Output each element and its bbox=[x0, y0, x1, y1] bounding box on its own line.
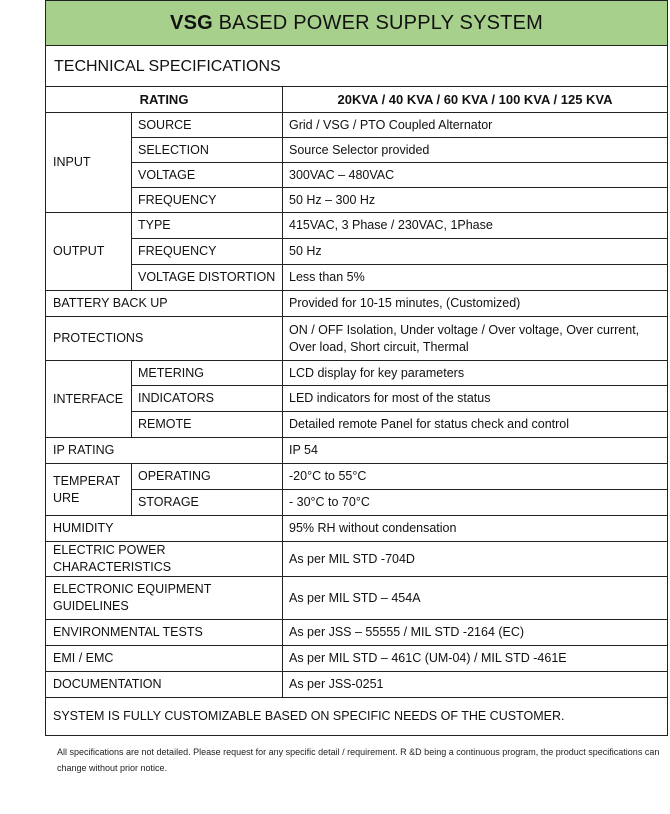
param-cell: METERING bbox=[132, 361, 283, 386]
environmental-label: ENVIRONMENTAL TESTS bbox=[46, 620, 283, 646]
table-row bbox=[46, 490, 668, 516]
table-row bbox=[46, 577, 668, 620]
title-bold: VSG bbox=[170, 11, 213, 34]
table-row bbox=[46, 620, 668, 646]
param-cell: OPERATING bbox=[132, 464, 283, 490]
table-row bbox=[46, 386, 668, 412]
humidity-label: HUMIDITY bbox=[46, 516, 283, 542]
customizable-footer: SYSTEM IS FULLY CUSTOMIZABLE BASED ON SPECIFIC NEEDS OF THE CUSTOMER. bbox=[46, 698, 668, 736]
protections-label: PROTECTIONS bbox=[46, 317, 283, 361]
ratings-value: 20KVA / 40 KVA / 60 KVA / 100 KVA / 125 KVA bbox=[283, 87, 668, 113]
value-cell: Detailed remote Panel for status check and control bbox=[283, 412, 668, 438]
table-row bbox=[46, 113, 668, 138]
emi-value: As per MIL STD – 461C (UM-04) / MIL STD -461E bbox=[283, 646, 668, 672]
param-cell: VOLTAGE bbox=[132, 163, 283, 188]
param-cell: TYPE bbox=[132, 213, 283, 239]
battery-value: Provided for 10-15 minutes, (Customized) bbox=[283, 291, 668, 317]
environmental-value: As per JSS – 55555 / MIL STD -2164 (EC) bbox=[283, 620, 668, 646]
param-cell: REMOTE bbox=[132, 412, 283, 438]
footer-row bbox=[46, 698, 668, 736]
param-cell: FREQUENCY bbox=[132, 239, 283, 265]
emi-label: EMI / EMC bbox=[46, 646, 283, 672]
param-cell: SOURCE bbox=[132, 113, 283, 138]
value-cell: LCD display for key parameters bbox=[283, 361, 668, 386]
electronic-equipment-label: ELECTRONIC EQUIPMENT GUIDELINES bbox=[46, 577, 283, 620]
spec-table bbox=[45, 0, 668, 736]
value-cell: Less than 5% bbox=[283, 265, 668, 291]
table-row bbox=[46, 163, 668, 188]
value-cell: LED indicators for most of the status bbox=[283, 386, 668, 412]
output-group-label: OUTPUT bbox=[46, 213, 132, 291]
table-row bbox=[46, 646, 668, 672]
table-row bbox=[46, 317, 668, 361]
electric-power-value: As per MIL STD -704D bbox=[283, 542, 668, 577]
documentation-value: As per JSS-0251 bbox=[283, 672, 668, 698]
rating-header: RATING bbox=[46, 87, 283, 113]
param-cell: FREQUENCY bbox=[132, 188, 283, 213]
table-row bbox=[46, 412, 668, 438]
subtitle-row bbox=[46, 46, 668, 87]
table-row bbox=[46, 361, 668, 386]
humidity-value: 95% RH without condensation bbox=[283, 516, 668, 542]
electronic-equipment-value: As per MIL STD – 454A bbox=[283, 577, 668, 620]
protections-value: ON / OFF Isolation, Under voltage / Over voltage, Over current, Over load, Short circuit, Thermal bbox=[283, 317, 668, 361]
table-row bbox=[46, 464, 668, 490]
disclaimer-note: All specifications are not detailed. Please request for any specific detail / requirement. R &D being a continuous program, the product specifications can change without prior notice. bbox=[57, 747, 660, 773]
table-row bbox=[46, 291, 668, 317]
table-row bbox=[46, 213, 668, 239]
header-row bbox=[46, 87, 668, 113]
table-row bbox=[46, 265, 668, 291]
section-subtitle: TECHNICAL SPECIFICATIONS bbox=[46, 46, 668, 87]
input-group-label: INPUT bbox=[46, 113, 132, 213]
param-cell: VOLTAGE DISTORTION bbox=[132, 265, 283, 291]
value-cell: 50 Hz bbox=[283, 239, 668, 265]
title-row bbox=[46, 1, 668, 46]
param-cell: SELECTION bbox=[132, 138, 283, 163]
value-cell: 415VAC, 3 Phase / 230VAC, 1Phase bbox=[283, 213, 668, 239]
table-row bbox=[46, 542, 668, 577]
value-cell: -20°C to 55°C bbox=[283, 464, 668, 490]
value-cell: 50 Hz – 300 Hz bbox=[283, 188, 668, 213]
table-row bbox=[46, 672, 668, 698]
battery-label: BATTERY BACK UP bbox=[46, 291, 283, 317]
electric-power-label: ELECTRIC POWER CHARACTERISTICS bbox=[46, 542, 283, 577]
temperature-group-label: TEMPERATURE bbox=[46, 464, 132, 516]
table-row bbox=[46, 188, 668, 213]
param-cell: STORAGE bbox=[132, 490, 283, 516]
table-row bbox=[46, 138, 668, 163]
value-cell: Source Selector provided bbox=[283, 138, 668, 163]
table-row bbox=[46, 239, 668, 265]
interface-group-label: INTERFACE bbox=[46, 361, 132, 438]
table-row bbox=[46, 438, 668, 464]
spec-sheet bbox=[45, 0, 667, 736]
param-cell: INDICATORS bbox=[132, 386, 283, 412]
ip-rating-value: IP 54 bbox=[283, 438, 668, 464]
value-cell: - 30°C to 70°C bbox=[283, 490, 668, 516]
value-cell: Grid / VSG / PTO Coupled Alternator bbox=[283, 113, 668, 138]
ip-rating-label: IP RATING bbox=[46, 438, 283, 464]
title-rest: BASED POWER SUPPLY SYSTEM bbox=[212, 11, 543, 34]
page-title bbox=[46, 1, 668, 46]
value-cell: 300VAC – 480VAC bbox=[283, 163, 668, 188]
documentation-label: DOCUMENTATION bbox=[46, 672, 283, 698]
table-row bbox=[46, 516, 668, 542]
